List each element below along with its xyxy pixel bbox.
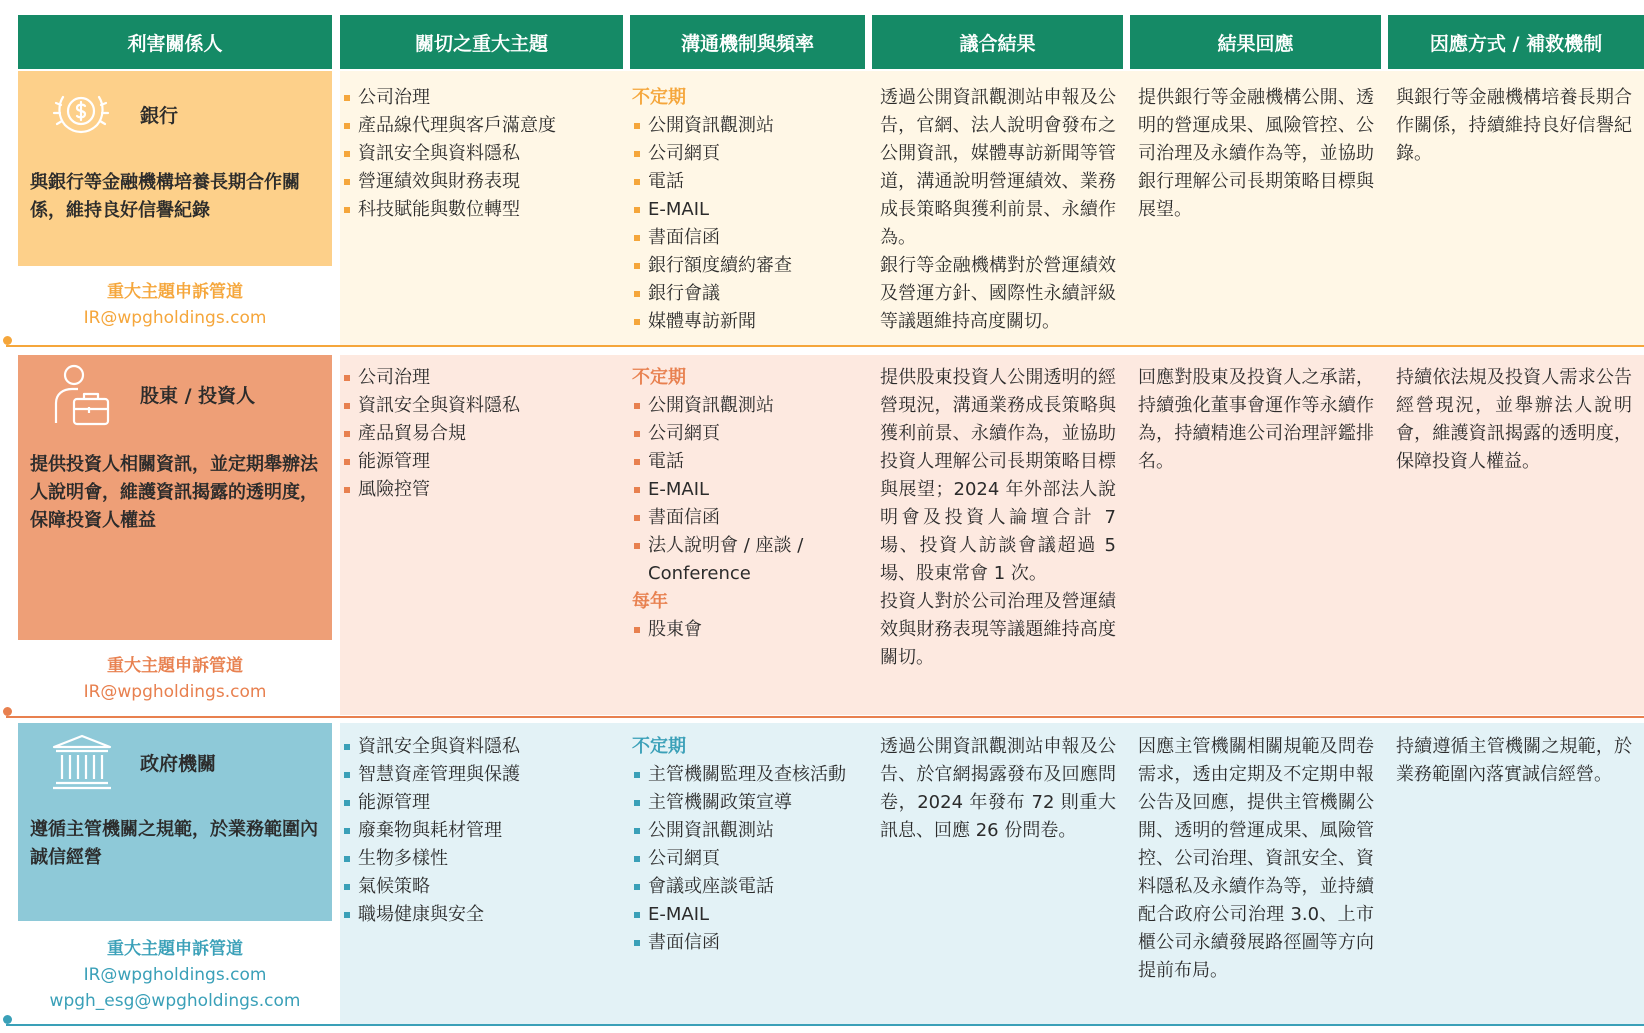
- topic-item: 風險控管: [342, 476, 612, 504]
- frequency-label: 不定期: [632, 87, 686, 108]
- channel-item: 公開資訊觀測站: [632, 112, 860, 140]
- topic-item: 資訊安全與資料隱私: [342, 140, 612, 168]
- response-investor: 回應對股東及投資人之承諾，持續強化董事會運作等永續作為，持續精進公司治理評鑑排名。: [1138, 367, 1374, 472]
- header-remedy: 因應方式 / 補救機制: [1388, 15, 1644, 69]
- channel-item: E-MAIL: [632, 196, 860, 224]
- topics-bank: [342, 84, 612, 224]
- topic-item: 生物多樣性: [342, 845, 612, 873]
- grievance-channel: [18, 653, 332, 705]
- row-separator: [6, 1024, 1644, 1026]
- channel-item: E-MAIL: [632, 476, 860, 504]
- header-response: 結果回應: [1130, 15, 1381, 69]
- topic-item: 廢棄物與耗材管理: [342, 817, 612, 845]
- channel-item: 銀行額度續約審查: [632, 252, 860, 280]
- results-government: [880, 733, 1116, 845]
- topic-item: 能源管理: [342, 448, 612, 476]
- grievance-channel-title: 重大主題申訴管道: [107, 282, 243, 302]
- channel-item: 電話: [632, 168, 860, 196]
- topic-item: 能源管理: [342, 789, 612, 817]
- result-paragraph: 提供股東投資人公開透明的經營現況，溝通業務成長策略與獲利前景、永續作為，並協助投資人理解公司長期策略目標與展望；2024 年外部法人說明會及投資人論壇合計 7 場、投資人訪談會議超過 5 場、股東常會 1 次。: [880, 367, 1116, 584]
- grievance-channel-title: 重大主題申訴管道: [107, 656, 243, 676]
- channel-item: 主管機關政策宣導: [632, 789, 860, 817]
- stakeholder-name: 銀行: [140, 105, 179, 127]
- stakeholder-description: 與銀行等金融機構培養長期合作關係，維持良好信譽紀錄: [30, 172, 300, 221]
- topic-item: 公司治理: [342, 364, 612, 392]
- stakeholder-government: [18, 723, 332, 1025]
- dollar-coin-laurel-icon: [50, 87, 112, 141]
- frequency-label: 不定期: [632, 736, 686, 757]
- frequency-label: 不定期: [632, 367, 686, 388]
- grievance-channel: [18, 279, 332, 331]
- channel-item: 公司網頁: [632, 845, 860, 873]
- grievance-channel-email[interactable]: wpgh_esg@wpgholdings.com: [49, 991, 301, 1011]
- topic-item: 氣候策略: [342, 873, 612, 901]
- results-bank: [880, 84, 1116, 336]
- grievance-channel-email[interactable]: IR@wpgholdings.com: [83, 308, 267, 328]
- channel-item: 公司網頁: [632, 140, 860, 168]
- response-bank: 提供銀行等金融機構公開、透明的營運成果、風險管控、公司治理及永續作為等，並協助銀行理解公司長期策略目標與展望。: [1138, 87, 1374, 220]
- remedy-government: 持續遵循主管機關之規範，於業務範圍內落實誠信經營。: [1396, 736, 1632, 785]
- channel-item: 書面信函: [632, 504, 860, 532]
- result-paragraph: 銀行等金融機構對於營運績效及營運方針、國際性永續評級等議題維持高度關切。: [880, 255, 1116, 332]
- stakeholder-description: 遵循主管機關之規範，於業務範圍內誠信經營: [30, 819, 318, 868]
- row-separator-dot: [3, 707, 12, 716]
- topic-item: 智慧資產管理與保護: [342, 761, 612, 789]
- government-building-icon: [50, 733, 114, 791]
- topic-item: 公司治理: [342, 84, 612, 112]
- channel-item: 書面信函: [632, 929, 860, 957]
- channel-item: 會議或座談電話: [632, 873, 860, 901]
- row-separator: [6, 716, 1644, 718]
- channel-item: 公開資訊觀測站: [632, 817, 860, 845]
- frequency-label: 每年: [632, 591, 668, 612]
- channel-item: 電話: [632, 448, 860, 476]
- communication-investor: [632, 364, 860, 644]
- result-paragraph: 透過公開資訊觀測站申報及公告，官網、法人說明會發布之公開資訊，媒體專訪新聞等管道，溝通說明營運績效、業務成長策略與獲利前景、永續作為。: [880, 87, 1116, 248]
- grievance-channel: [18, 936, 332, 1014]
- channel-item: 主管機關監理及查核活動: [632, 761, 860, 789]
- topics-investor: [342, 364, 612, 504]
- header-results: 議合結果: [872, 15, 1123, 69]
- communication-bank: [632, 84, 860, 336]
- topic-item: 產品線代理與客戶滿意度: [342, 112, 612, 140]
- stakeholder-investor: [18, 355, 332, 715]
- channel-item: E-MAIL: [632, 901, 860, 929]
- topic-item: 職場健康與安全: [342, 901, 612, 929]
- topic-item: 資訊安全與資料隱私: [342, 392, 612, 420]
- channel-item: 公司網頁: [632, 420, 860, 448]
- channel-item: 書面信函: [632, 224, 860, 252]
- channel-item: 銀行會議: [632, 280, 860, 308]
- stakeholder-description: 提供投資人相關資訊，並定期舉辦法人說明會，維護資訊揭露的透明度，保障投資人權益: [30, 454, 318, 531]
- result-paragraph: 透過公開資訊觀測站申報及公告、於官網揭露發布及回應問卷，2024 年發布 72 則重大訊息、回應 26 份問卷。: [880, 736, 1116, 841]
- investor-briefcase-icon: [50, 363, 112, 429]
- topic-item: 產品貿易合規: [342, 420, 612, 448]
- stakeholder-bank: [18, 71, 332, 346]
- topic-item: 資訊安全與資料隱私: [342, 733, 612, 761]
- results-investor: [880, 364, 1116, 672]
- header-stakeholder: 利害關係人: [18, 15, 332, 69]
- header-communication: 溝通機制與頻率: [630, 15, 865, 69]
- row-separator-dot: [3, 1015, 12, 1024]
- row-separator-dot: [3, 336, 12, 345]
- remedy-bank: 與銀行等金融機構培養長期合作關係，持續維持良好信譽紀錄。: [1396, 87, 1632, 164]
- stakeholder-name: 政府機關: [140, 753, 217, 775]
- topics-government: [342, 733, 612, 929]
- topic-item: 科技賦能與數位轉型: [342, 196, 612, 224]
- response-government: 因應主管機關相關規範及問卷需求，透由定期及不定期申報公告及回應，提供主管機關公開、透明的營運成果、風險管控、公司治理、資訊安全、資料隱私及永續作為等，並持續配合政府公司治理 3.0、上市櫃公司永續發展路徑圖等方向提前布局。: [1138, 736, 1374, 981]
- channel-item: 公開資訊觀測站: [632, 392, 860, 420]
- grievance-channel-email[interactable]: IR@wpgholdings.com: [83, 965, 267, 985]
- channel-item: 股東會: [632, 616, 860, 644]
- channel-item: 法人說明會 / 座談 / Conference: [632, 532, 860, 588]
- row-separator: [6, 345, 1644, 347]
- communication-government: [632, 733, 860, 957]
- result-paragraph: 投資人對於公司治理及營運績效與財務表現等議題維持高度關切。: [880, 591, 1116, 668]
- stakeholder-name: 股東 / 投資人: [140, 385, 256, 407]
- channel-item: 媒體專訪新聞: [632, 308, 860, 336]
- header-topics: 關切之重大主題: [340, 15, 623, 69]
- topic-item: 營運績效與財務表現: [342, 168, 612, 196]
- grievance-channel-email[interactable]: IR@wpgholdings.com: [83, 682, 267, 702]
- remedy-investor: 持續依法規及投資人需求公告經營現況，並舉辦法人說明會，維護資訊揭露的透明度，保障投資人權益。: [1396, 367, 1632, 472]
- grievance-channel-title: 重大主題申訴管道: [107, 939, 243, 959]
